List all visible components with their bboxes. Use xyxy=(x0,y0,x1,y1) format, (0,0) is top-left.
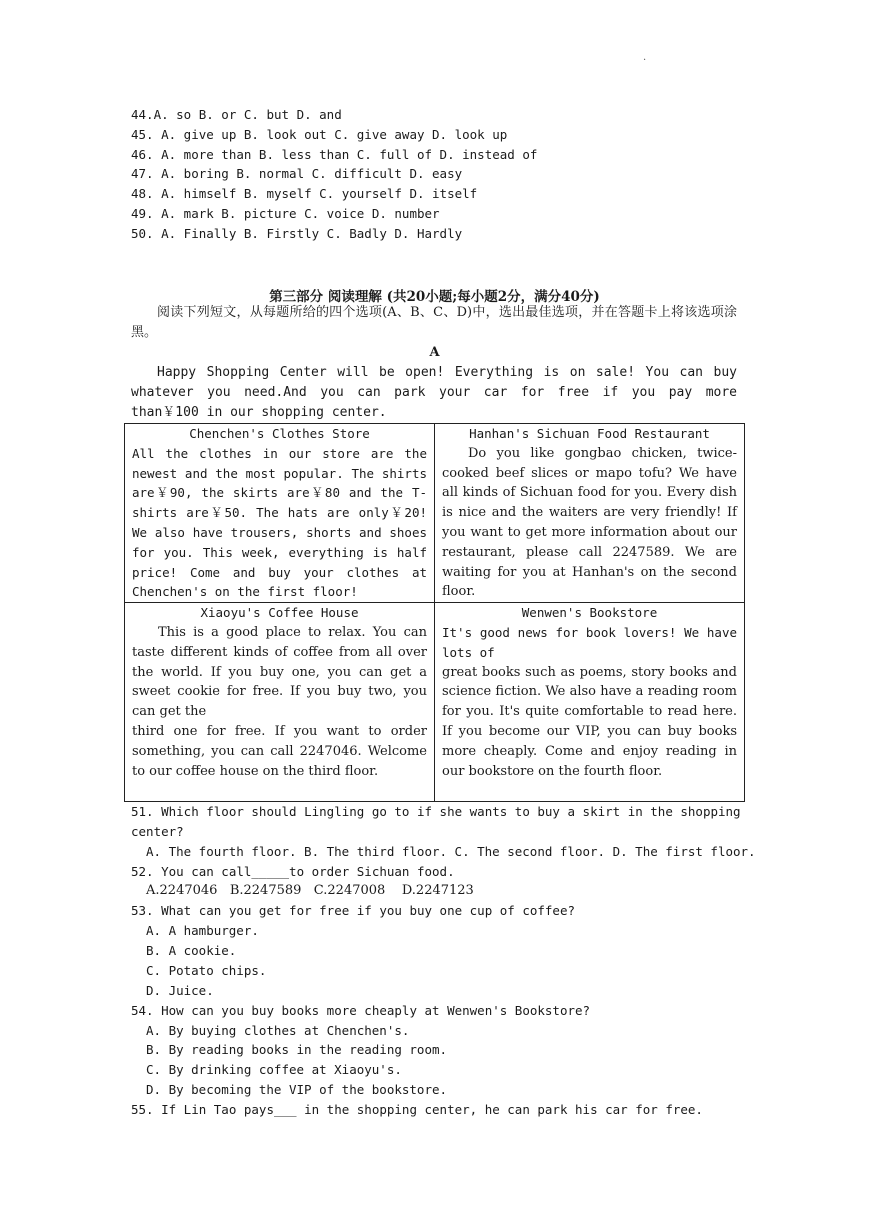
option-line-44: 44.A. so B. or C. but D. and xyxy=(131,107,342,122)
question-51-options: A. The fourth floor. B. The third floor. C. The second floor. D. The first floor. xyxy=(146,844,756,859)
clothes-store-cell xyxy=(125,424,435,603)
intro-paragraph: Happy Shopping Center will be open! Everything is on sale! You can buy whatever you need.And you can park your car for free if you pay more than￥100 in our shopping center. xyxy=(131,365,737,420)
question-51: 51. Which floor should Lingling go to if she wants to buy a skirt in the shopping xyxy=(131,804,741,819)
question-55: 55. If Lin Tao pays___ in the shopping center, he can park his car for free. xyxy=(131,1102,703,1117)
option-line-50: 50. A. Finally B. Firstly C. Badly D. Hardly xyxy=(131,226,463,241)
option-line-46: 46. A. more than B. less than C. full of D. instead of xyxy=(131,147,538,162)
question-53-option-a: A. A hamburger. xyxy=(146,923,259,938)
clothes-store-body: All the clothes in our store are the newest and the most popular. The shirts are￥90, the skirts are￥80 and the T-shirts are￥50. The hats are only￥20! We also have trousers, shorts and shoes for you. This week, everything is half price! Come and buy your clothes at Chenchen's on the first floor! xyxy=(132,445,427,600)
question-53: 53. What can you get for free if you buy one cup of coffee? xyxy=(131,903,576,918)
option-line-45: 45. A. give up B. look out C. give away D. look up xyxy=(131,127,508,142)
clothes-store-title: Chenchen's Clothes Store xyxy=(189,426,370,441)
passage-label: A xyxy=(429,345,440,360)
store-table xyxy=(124,423,745,802)
question-53-option-c: C. Potato chips. xyxy=(146,963,267,978)
question-52-options: A.2247046 B.2247589 C.2247008 D.2247123 xyxy=(146,883,474,898)
instructions: 阅读下列短文，从每题所给的四个选项(A、B、C、D)中，选出最佳选项，并在答题卡上将该选项涂黑。 xyxy=(131,305,737,340)
restaurant-cell xyxy=(435,424,745,603)
coffee-house-body-2: third one for free. If you want to order something, you can call 2247046. Welcome to our coffee house on the third floor. xyxy=(132,723,427,779)
question-53-option-d: D. Juice. xyxy=(146,983,214,998)
restaurant-title: Hanhan's Sichuan Food Restaurant xyxy=(469,426,710,441)
question-54-option-b: B. By reading books in the reading room. xyxy=(146,1042,448,1057)
question-54: 54. How can you buy books more cheaply at Wenwen's Bookstore? xyxy=(131,1003,591,1018)
question-54-option-d: D. By becoming the VIP of the bookstore. xyxy=(146,1082,448,1097)
bookstore-title: Wenwen's Bookstore xyxy=(521,605,658,621)
question-53-option-b: B. A cookie. xyxy=(146,943,237,958)
section-title: 第三部分 阅读理解 (共20小题;每小题2分，满分40分) xyxy=(269,289,600,305)
question-52: 52. You can call_____to order Sichuan food. xyxy=(131,864,455,879)
bookstore-cell xyxy=(435,603,745,802)
option-line-48: 48. A. himself B. myself C. yourself D. itself xyxy=(131,186,478,201)
option-line-47: 47. A. boring B. normal C. difficult D. easy xyxy=(131,166,463,181)
question-54-option-a: A. By buying clothes at Chenchen's. xyxy=(146,1023,410,1038)
question-54-option-c: C. By drinking coffee at Xiaoyu's. xyxy=(146,1062,402,1077)
option-line-49: 49. A. mark B. picture C. voice D. number xyxy=(131,206,440,221)
coffee-house-title: Xiaoyu's Coffee House xyxy=(200,605,359,621)
coffee-house-cell xyxy=(125,603,435,802)
coffee-house-body-1: This is a good place to relax. You can taste different kinds of coffee from all over the world. If you buy one, you can get a sweet cookie for free. If you buy two, you can get the xyxy=(132,624,427,720)
question-51-cont: center? xyxy=(131,824,184,839)
page-mark: . xyxy=(643,52,647,63)
restaurant-body: Do you like gongbao chicken, twice-cooked beef slices or mapo tofu? We have all kinds of Sichuan food for you. Every dish is nice and the waiters are very friendly! If you want to get more information about our restaurant, please call 2247589. We are waiting for you at Hanhan's on the second floor. xyxy=(442,445,737,600)
bookstore-body-2: great books such as poems, story books and science fiction. We also have a reading room for you. It's quite comfortable to read here. If you become our VIP, you can buy books more cheaply. Come and enjoy reading in our bookstore on the fourth floor. xyxy=(442,664,737,779)
bookstore-body-1: It's good news for book lovers! We have lots of xyxy=(442,624,737,660)
